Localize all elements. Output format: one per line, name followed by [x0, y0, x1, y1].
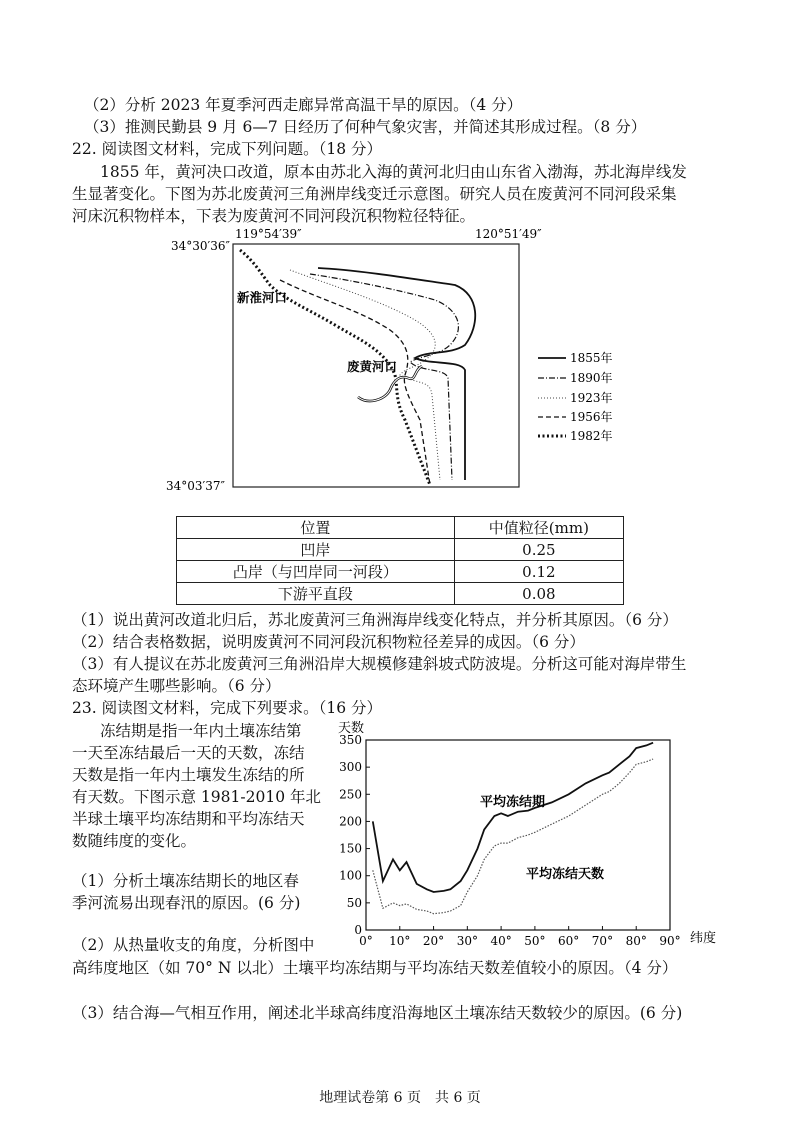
- y-tick-label: 0: [354, 923, 362, 937]
- q23-question-1b: 季河流易出现春汛的原因。(6 分): [72, 894, 301, 912]
- q22-question-1: （1）说出黄河改道北归后，苏北废黄河三角洲海岸线变化特点，并分析其原因。（6 分）: [72, 611, 678, 629]
- q23-heading: 23. 阅读图文材料，完成下列要求。（16 分）: [72, 699, 382, 717]
- map-coord-left-bottom: 34°03′37″: [166, 479, 226, 493]
- q23-question-1a: （1）分析土壤冻结期长的地区春: [72, 872, 299, 890]
- q22-heading: 22. 阅读图文材料，完成下列问题。（18 分）: [72, 140, 382, 158]
- x-tick-label: 10°: [389, 934, 411, 948]
- legend-1855: 1855年: [570, 351, 613, 365]
- x-tick-label: 70°: [591, 934, 614, 948]
- q22-intro-line-1: 1855 年，黄河决口改道，原本由苏北入海的黄河北归由山东省入渤海，苏北海岸线发: [100, 163, 687, 181]
- q23-question-3: （3）结合海—气相互作用，阐述北半球高纬度沿海地区土壤冻结天数较少的原因。(6 分): [72, 1004, 683, 1022]
- series-line-freeze-period: [373, 743, 653, 892]
- y-tick-label: 100: [339, 868, 362, 883]
- x-tick-label: 30°: [456, 934, 478, 948]
- table-header-row: [177, 517, 624, 539]
- table-row: [177, 583, 624, 605]
- q21-question-3: （3）推测民勤县 9 月 6—7 日经历了何种气象灾害，并简述其形成过程。（8 分）: [84, 118, 647, 136]
- label-xinhuai-estuary: 新淮河口: [237, 290, 288, 305]
- q23-question-2a: （2）从热量收支的角度，分析图中: [72, 936, 315, 954]
- x-tick-label: 0°: [359, 934, 373, 948]
- table-cell: 0.12: [454, 561, 623, 583]
- map-legend: [538, 350, 613, 443]
- x-tick-label: 80°: [625, 934, 647, 948]
- q21-question-2: （2）分析 2023 年夏季河西走廊异常高温干旱的原因。（4 分）: [84, 96, 523, 114]
- q23-intro-line-6: 数随纬度的变化。: [72, 832, 197, 850]
- q22-intro-line-3: 河床沉积物样本，下表为废黄河不同河段沉积物粒径特征。: [72, 207, 476, 225]
- x-tick-label: 40°: [490, 934, 512, 948]
- table-row: [177, 539, 624, 561]
- series-line-freeze-days: [373, 759, 653, 914]
- q22-question-2: （2）结合表格数据，说明废黄河不同河段沉积物粒径差异的成因。（6 分）: [72, 633, 585, 651]
- chart-axes: [339, 733, 681, 948]
- table-header-grain: 中值粒径(mm): [454, 517, 623, 539]
- y-tick-label: 350: [339, 733, 362, 747]
- x-tick-label: 20°: [422, 934, 445, 948]
- coastline-1855: [318, 268, 475, 480]
- chart-x-label: 纬度: [690, 931, 717, 946]
- coastline-1890: [310, 274, 458, 480]
- q22-question-3a: （3）有人提议在苏北废黄河三角洲沿岸大规模修建斜坡式防波堤。分析这可能对海岸带生: [72, 655, 687, 673]
- y-tick-label: 150: [339, 841, 362, 856]
- coastline-1956: [280, 280, 430, 485]
- q23-intro-line-3: 天数是指一年内土壤发生冻结的所: [72, 766, 305, 784]
- x-tick-label: 50°: [524, 934, 546, 948]
- y-tick-label: 50: [346, 895, 362, 910]
- coastline-1982: [240, 250, 430, 485]
- table-cell: 0.08: [454, 583, 623, 605]
- table-cell: 下游平直段: [177, 583, 455, 605]
- legend-freeze-period: 平均冻结期: [480, 795, 546, 810]
- q23-intro-line-1: 冻结期是指一年内土壤冻结第: [100, 722, 302, 740]
- table-row: [177, 561, 624, 583]
- q22-question-3b: 态环境产生哪些影响。（6 分）: [72, 677, 281, 695]
- chart-frame: [366, 740, 670, 930]
- label-feihuang-estuary: 废黄河口: [347, 359, 398, 374]
- legend-1923: 1923年: [570, 391, 613, 405]
- legend-1982: 1982年: [570, 429, 613, 443]
- y-tick-label: 250: [339, 787, 362, 802]
- legend-freeze-days: 平均冻结天数: [526, 867, 605, 882]
- q22-intro-line-2: 生显著变化。下图为苏北废黄河三角洲岸线变迁示意图。研究人员在废黄河不同河段采集: [72, 185, 677, 203]
- y-tick-label: 300: [339, 760, 362, 775]
- x-tick-label: 60°: [558, 934, 580, 948]
- x-tick-label: 90°: [659, 934, 681, 948]
- page-footer: 地理试卷第 6 页 共 6 页: [319, 1090, 481, 1106]
- chart-lines: [373, 743, 653, 914]
- q23-intro-line-2: 一天至冻结最后一天的天数，冻结: [72, 744, 305, 762]
- table-cell: 0.25: [454, 539, 623, 561]
- table-header-position: 位置: [177, 517, 455, 539]
- chart-y-label: 天数: [338, 721, 365, 736]
- map-coord-top-left: 119°54′39″: [235, 227, 302, 241]
- legend-1890: 1890年: [570, 371, 613, 385]
- map-coord-left-top: 34°30′36″: [171, 239, 231, 253]
- legend-1956: 1956年: [570, 410, 613, 424]
- map-coord-top-right: 120°51′49″: [475, 227, 542, 241]
- y-tick-label: 200: [339, 814, 362, 829]
- table-cell: 凸岸（与凹岸同一河段）: [177, 561, 455, 583]
- q23-question-2b: 高纬度地区（如 70° N 以北）土壤平均冻结期与平均冻结天数差值较小的原因。（4 分）: [72, 959, 678, 977]
- q23-intro-line-5: 半球土壤平均冻结期和平均冻结天: [72, 810, 305, 828]
- freeze-chart: [330, 718, 730, 950]
- coastline-map: [160, 224, 630, 494]
- table-cell: 凹岸: [177, 539, 455, 561]
- q23-intro-line-4: 有天数。下图示意 1981-2010 年北: [72, 788, 321, 806]
- grain-size-table: [176, 516, 624, 605]
